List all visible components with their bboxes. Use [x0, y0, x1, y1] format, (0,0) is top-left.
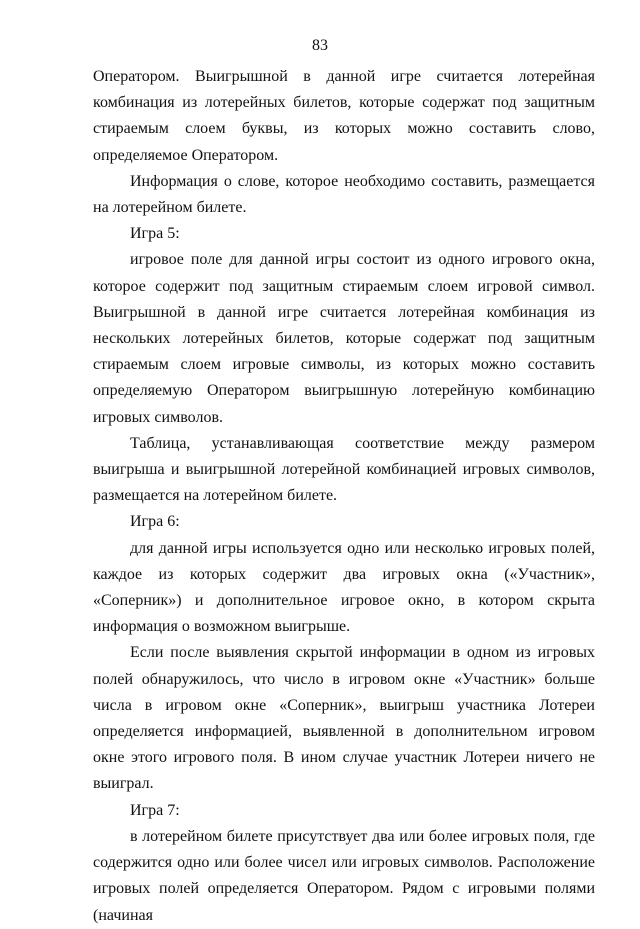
heading-game-7: Игра 7: [130, 801, 180, 819]
heading-game-6: Игра 6: [130, 513, 180, 531]
paragraph-game-7-fields: в лотерейном билете присутствует два или более игровых поля, где содержится одно или более чисел или игровых символов. Расположение игровых полей определяется Оператором. Рядом с игровыми полями (начиная [93, 827, 595, 924]
body-text [93, 64, 595, 929]
paragraph-game-6-rules: Если после выявления скрытой информации в одном из игровых полей обнаружилось, что число в игровом окне «Участник» больше числа в игровом окне «Соперник», выигрыш участника Лотереи определяется информацией, выявленной в дополнительном игровом окне этого игрового поля. В ином случае участник Лотереи ничего не выиграл. [93, 644, 595, 793]
heading-game-5: Игра 5: [130, 225, 180, 243]
paragraph-word-info: Информация о слове, которое необходимо составить, размещается на лотерейном билете. [93, 172, 595, 217]
page-number: 83 [312, 37, 328, 54]
paragraph-game-5-field: игровое поле для данной игры состоит из одного игрового окна, которое содержит под защитным стираемым слоем игровой символ. Выигрышной в данной игре считается лотерейная комбинация из нескольких лотерейных билетов, которые содержат под защитным стираемым слоем игровые символы, из которых можно составить определяемую Оператором выигрышную лотерейную комбинацию игровых символов. [93, 251, 595, 426]
paragraph-game-6-fields: для данной игры используется одно или несколько игровых полей, каждое из которых содержит два игровых окна («Участник», «Соперник») и дополнительное игровое окно, в котором скрыта информация о возможном выигрыше. [93, 539, 595, 636]
paragraph-continued: Оператором. Выигрышной в данной игре считается лотерейная комбинация из лотерейных билетов, которые содержат под защитным стираемым слоем буквы, из которых можно составить слово, определяемое Оператором. [93, 68, 595, 164]
paragraph-game-5-table: Таблица, устанавливающая соответствие между размером выигрыша и выигрышной лотерейной комбинацией игровых символов, размещается на лотерейном билете. [93, 434, 595, 505]
